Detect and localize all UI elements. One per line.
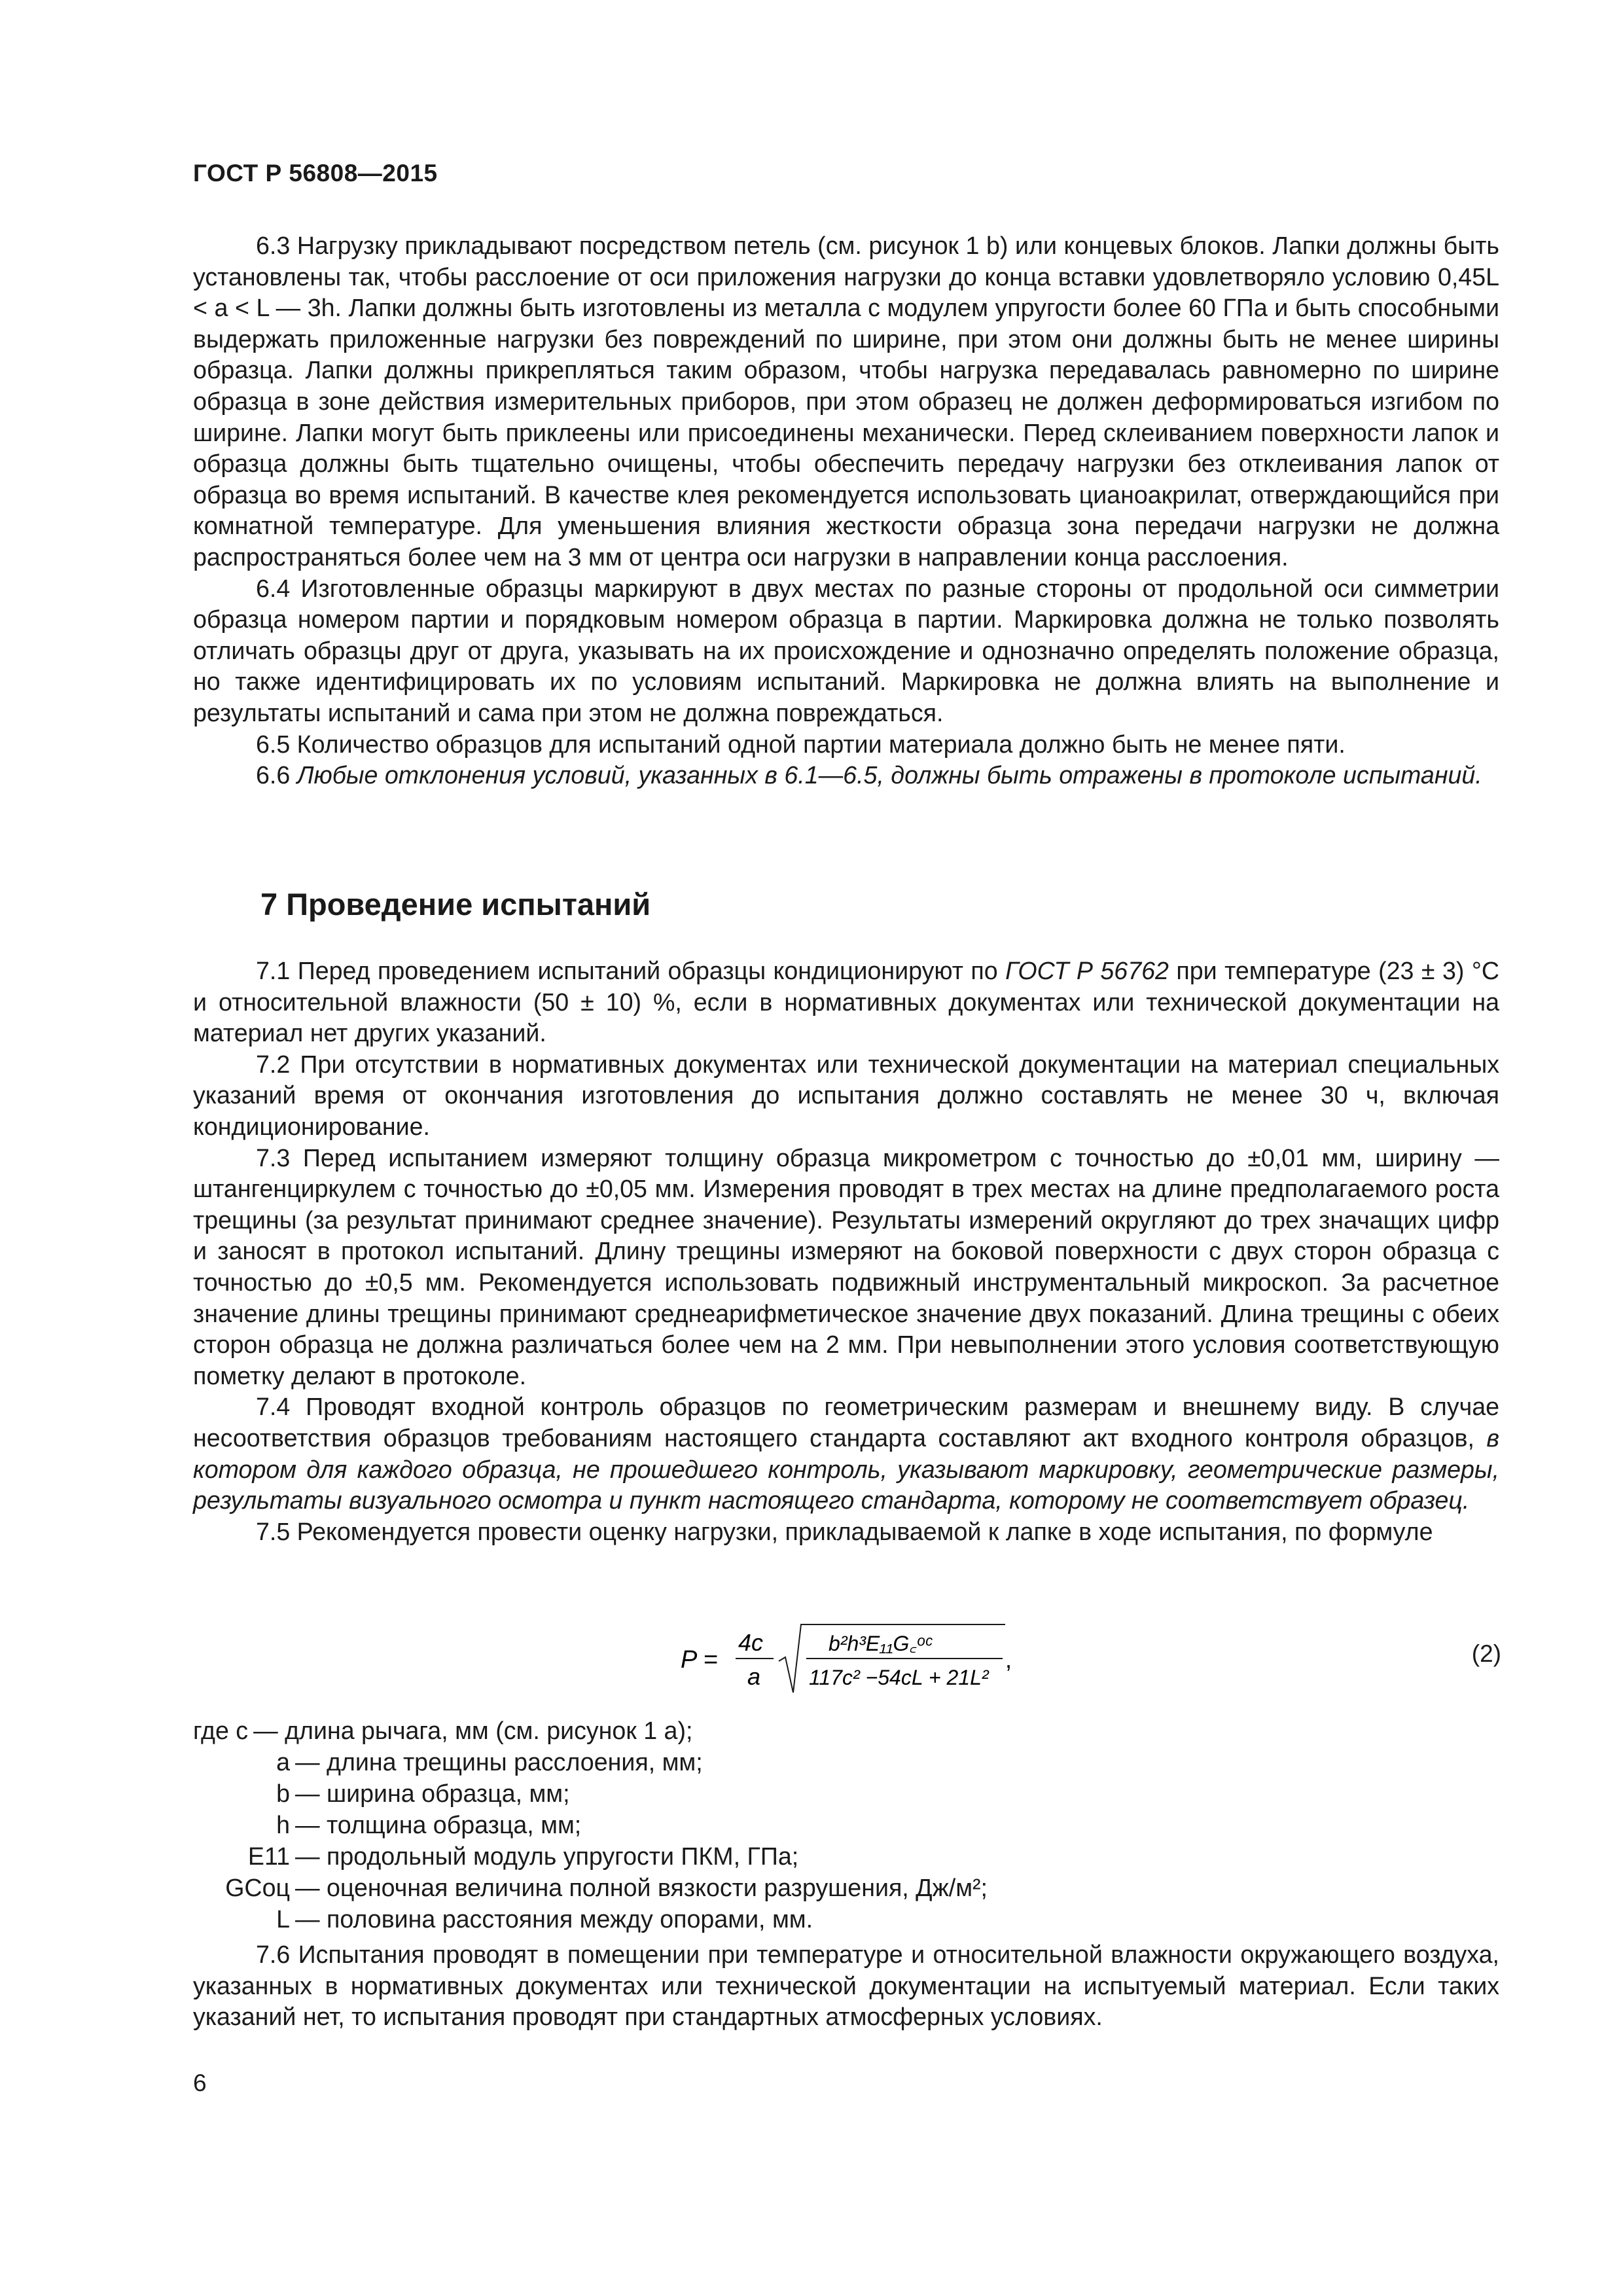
paragraph-7-1-end: при температуре (23 ± 3) °С и относительной влажности (50 ± 10) %, если в нормативных документах или технической документации на материал нет других указаний. (193, 957, 1499, 1047)
section-7-text (193, 956, 1499, 1547)
page-number: 6 (193, 2070, 207, 2096)
legend-description: — оценочная величина полной вязкости разрушения, Дж/м²; (295, 1874, 988, 1901)
paragraph-7-2: 7.2 При отсутствии в нормативных документах или технической документации на материал специальных указаний время от окончания изготовления до испытания должно составлять не менее 30 ч, включая кондиционирование. (193, 1050, 1499, 1140)
formula-radicand-numerator: b²h³E₁₁G꜀ᵒᶜ (829, 1632, 933, 1655)
formula-legend (193, 1715, 1499, 1935)
paragraph-6-4: 6.4 Изготовленные образцы маркируют в двух местах по разные стороны от продольной оси симметрии образца номером партии и порядковым номером образца в партии. Маркировка должна не только позволять отличать образцы друг от друга, указывать на их происхождение и однозначно определять положение образца, но также идентифицировать их по условиям испытаний. Маркировка не должна влиять на выполнение и результаты испытаний и сама при этом не должна повреждаться. (193, 574, 1499, 726)
formula-graphic (681, 1615, 1139, 1700)
paragraph-6-5: 6.5 Количество образцов для испытаний одной партии материала должно быть не менее пяти. (256, 730, 1346, 758)
legend-description: — длина рычага, мм (см. рисунок 1 a); (253, 1717, 693, 1744)
formula-2 (681, 1615, 1505, 1700)
paragraph-6-3: 6.3 Нагрузку прикладывают посредством петель (см. рисунок 1 b) или концевых блоков. Лапки должны быть установлены так, чтобы расслоение от оси приложения нагрузки до конца вставки удовлетворяло условию 0,45L < a < L — 3h. Лапки должны быть изготовлены из металла с модулем упругости более 60 ГПа и быть способными выдержать приложенные нагрузки без повреждений по ширине, при этом они должны быть не менее ширины образца. Лапки должны прикрепляться таким образом, чтобы нагрузка передавалась равномерно по ширине образца в зоне действия измерительных приборов, при этом образец не должен деформироваться изгибом по ширине. Лапки могут быть приклеены или присоединены механически. Перед склеиванием поверхности лапок и образца должны быть тщательно очищены, чтобы обеспечить передачу нагрузки без отклеивания лапок от образца во время испытаний. В качестве клея рекомендуется использовать цианоакрилат, отверждающийся при комнатной температуре. Для уменьшения влияния жесткости образца зона передачи нагрузки не должна распространяться более чем на 3 мм от центра оси нагрузки в направлении конца расслоения. (193, 232, 1499, 571)
legend-row (193, 1778, 1499, 1809)
legend-row (193, 1715, 1499, 1746)
legend-row (193, 1840, 1499, 1872)
formula-lhs: P = (681, 1646, 718, 1674)
formula-radicand-denominator: 117c² −54cL + 21L² (809, 1666, 989, 1689)
legend-description: — половина расстояния между опорами, мм. (295, 1905, 813, 1933)
formula-number: (2) (1471, 1640, 1501, 1667)
paragraph-7-6: 7.6 Испытания проводят в помещении при температуре и относительной влажности окружающего воздуха, указанных в нормативных документах или технической документации на испытуемый материал. Если таких указаний нет, то испытания проводят при стандартных атмосферных условиях. (193, 1941, 1499, 2031)
paragraph-7-3: 7.3 Перед испытанием измеряют толщину образца микрометром с точностью до ±0,01 мм, ширину — штангенциркулем с точностью до ±0,05 мм. Измерения проводят в трех местах на длине предполагаемого роста трещины (за результат принимают среднее значение). Результаты измерений округляют до трех значащих цифр и заносят в протокол испытаний. Длину трещины измеряют на боковой поверхности с двух сторон образца с точностью до ±0,5 мм. Рекомендуется использовать подвижный инструментальный микроскоп. За расчетное значение длины трещины принимают среднеарифметическое значение двух показаний. Длина трещины с обеих сторон образца не должна различаться более чем на 2 мм. При невыполнении этого условия соответствующую пометку делают в протоколе. (193, 1143, 1499, 1390)
section-7-title: 7 Проведение испытаний (260, 887, 651, 922)
formula-coef-numerator: 4c (738, 1629, 764, 1656)
legend-description: — продольный модуль упругости ПКМ, ГПа; (295, 1842, 799, 1870)
legend-description: — ширина образца, мм; (295, 1780, 570, 1807)
legend-symbol: a (276, 1748, 290, 1776)
legend-row (193, 1746, 1499, 1778)
formula-trailing-comma: , (1005, 1646, 1012, 1673)
paragraph-7-1 (193, 956, 1499, 1049)
page-header: ГОСТ Р 56808—2015 (193, 160, 438, 187)
paragraph-7-5: 7.5 Рекомендуется провести оценку нагрузки, прикладываемой к лапке в ходе испытания, по формуле (256, 1517, 1433, 1545)
legend-row (193, 1872, 1499, 1903)
legend-description: — толщина образца, мм; (295, 1811, 582, 1839)
paragraph-7-1-start: 7.1 Перед проведением испытаний образцы кондиционируют по (256, 957, 998, 984)
paragraph-6-6-text: Любые отклонения условий, указанных в 6.1—6.5, должны быть отражены в протоколе испытаний. (296, 761, 1482, 789)
legend-row (193, 1809, 1499, 1840)
paragraph-7-4-start: 7.4 Проводят входной контроль образцов по геометрическим размерам и внешнему виду. В случае несоответствия образцов требованиям настоящего стандарта составляют акт входного контроля образцов, (193, 1393, 1499, 1452)
legend-row (193, 1903, 1499, 1935)
legend-description: — длина трещины расслоения, мм; (295, 1748, 703, 1776)
legend-symbol: GCоц (225, 1874, 290, 1901)
paragraph-6-6 (193, 760, 1499, 791)
paragraph-7-4 (193, 1391, 1499, 1516)
legend-symbol: L (276, 1905, 290, 1933)
paragraph-7-4-italic: в котором для каждого образца, не прошедшего контроль, указывают маркировку, геометрические размеры, результаты визуального осмотра и пункт настоящего стандарта, которому не соответствует образец. (193, 1424, 1499, 1515)
legend-symbol: b (276, 1780, 290, 1807)
formula-coef-denominator: a (747, 1663, 761, 1690)
legend-symbol: где c (193, 1717, 249, 1744)
legend-symbol: E11 (247, 1842, 290, 1870)
paragraph-7-1-reference: ГОСТ Р 56762 (1005, 957, 1169, 984)
section-6-text (193, 230, 1499, 791)
paragraph-6-6-number: 6.6 (256, 761, 291, 789)
paragraph-7-6-block (193, 1939, 1499, 2033)
legend-symbol: h (276, 1811, 290, 1839)
